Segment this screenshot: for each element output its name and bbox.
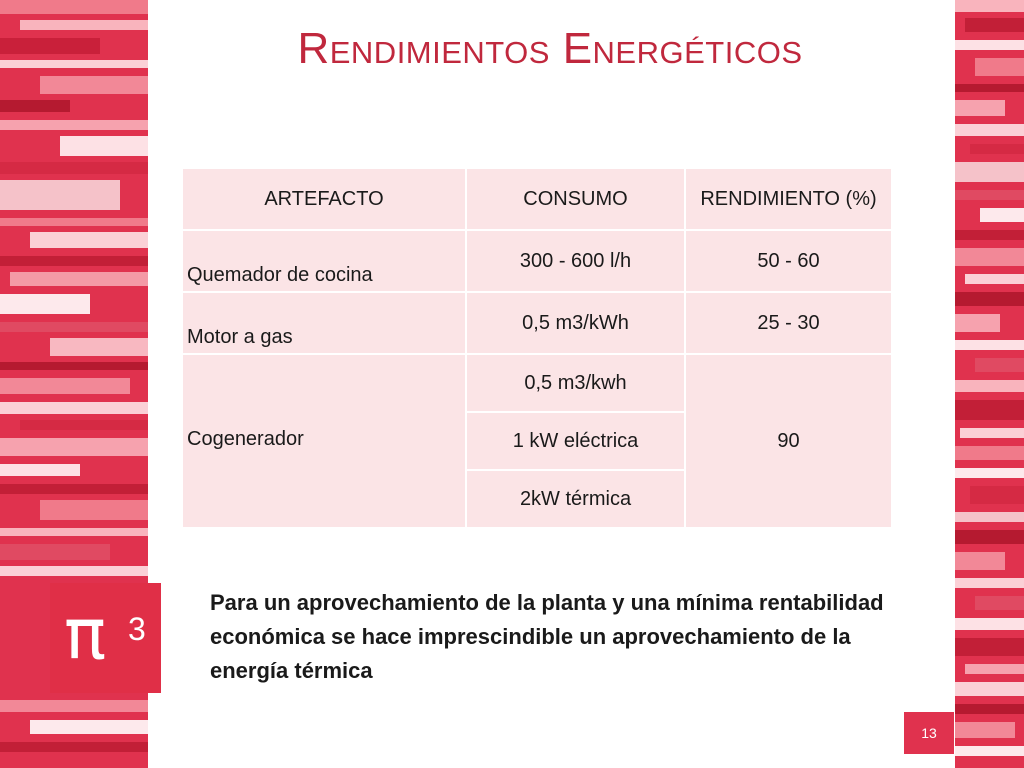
pi-symbol: π — [64, 593, 107, 675]
header-rendimiento: RENDIMIENTO (%) — [685, 168, 892, 230]
artefacto-cell: Motor a gas — [182, 292, 466, 354]
pi-cubed-logo — [50, 583, 161, 693]
pi-exponent: 3 — [128, 611, 146, 647]
consumo-cell: 0,5 m3/kWh — [466, 292, 685, 354]
table-row — [182, 292, 892, 354]
consumo-cell: 300 - 600 l/h — [466, 230, 685, 292]
efficiency-table — [181, 167, 893, 529]
slide-title: Rendimientos Energéticos — [297, 24, 803, 73]
consumo-cell: 0,5 m3/kwh — [466, 354, 685, 412]
consumo-cell: 1 kW eléctrica — [466, 412, 685, 470]
page-number-badge: 13 — [904, 712, 954, 754]
artefacto-cell: Quemador de cocina — [182, 230, 466, 292]
rendimiento-cell: 50 - 60 — [685, 230, 892, 292]
conclusion-note: Para un aprovechamiento de la planta y una mínima rentabilidad económica se hace imprescindible un aprovechamiento de la energía térmica — [210, 590, 884, 683]
table-header-row — [182, 168, 892, 230]
rendimiento-cell: 90 — [685, 354, 892, 528]
table-row — [182, 354, 892, 412]
right-stripe-decoration — [955, 0, 1024, 768]
header-artefacto: ARTEFACTO — [182, 168, 466, 230]
rendimiento-cell: 25 - 30 — [685, 292, 892, 354]
header-consumo: CONSUMO — [466, 168, 685, 230]
table-row — [182, 230, 892, 292]
artefacto-cell: Cogenerador — [182, 354, 466, 528]
consumo-cell: 2kW térmica — [466, 470, 685, 528]
